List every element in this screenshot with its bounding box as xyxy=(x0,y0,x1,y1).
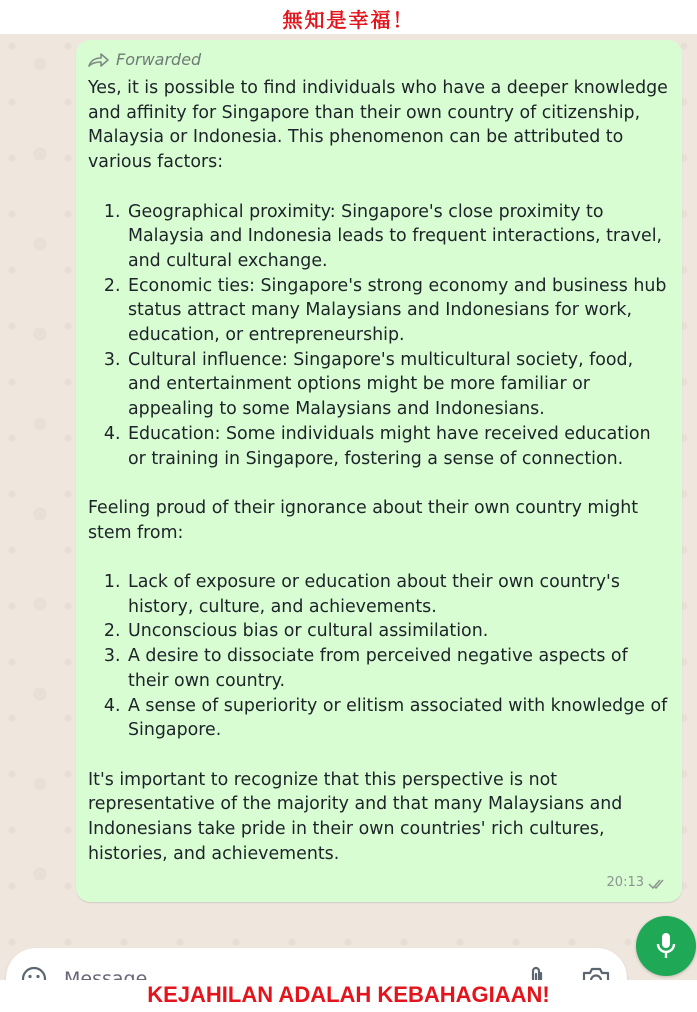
chat-area[interactable] xyxy=(0,34,697,980)
list-item: 2. Unconscious bias or cultural assimilation. xyxy=(126,619,668,644)
list-item: 1. Geographical proximity: Singapore's close proximity to Malaysia and Indonesia leads to frequent interactions, travel, and cultural exchange. xyxy=(126,200,668,274)
message-meta xyxy=(607,871,668,896)
list-item: 3. Cultural influence: Singapore's multicultural society, food, and entertainment options might be more familiar or appealing to some Malaysians and Indonesians. xyxy=(126,348,668,422)
message-bubble[interactable] xyxy=(76,40,682,902)
forward-arrow-icon xyxy=(88,52,110,68)
double-check-icon xyxy=(648,878,668,890)
mic-button[interactable] xyxy=(636,916,696,976)
pride-intro-paragraph: Feeling proud of their ignorance about their own country might stem from: xyxy=(88,497,639,543)
list-item: 3. A desire to dissociate from perceived negative aspects of their own country. xyxy=(126,644,668,693)
list-item: 4. A sense of superiority or elitism associated with knowledge of Singapore. xyxy=(126,694,668,743)
message-input[interactable] xyxy=(62,962,496,980)
forwarded-label: Forwarded xyxy=(116,50,202,69)
top-caption: 無知是幸福！ xyxy=(282,8,415,32)
emoji-icon[interactable] xyxy=(20,965,48,980)
pride-reasons-list xyxy=(88,570,668,743)
message-time: 20:13 xyxy=(606,875,644,891)
conclusion-paragraph: It's important to recognize that this perspective is not representative of the majority and that many Malaysians and Indonesians take pride in their own countries' rich cultures, histories, and achievements. xyxy=(88,769,623,864)
message-composer xyxy=(6,948,627,980)
attach-icon[interactable] xyxy=(525,964,549,980)
list-item: 4. Education: Some individuals might have received education or training in Singapore, fostering a sense of connection. xyxy=(126,422,668,471)
list-item: 1. Lack of exposure or education about their own country's history, culture, and achievements. xyxy=(126,570,668,619)
intro-paragraph: Yes, it is possible to find individuals who have a deeper knowledge and affinity for Singapore than their own country of citizenship, Malaysia or Indonesia. This phenomenon can be attributed to various factors: xyxy=(88,78,668,173)
list-item: 2. Economic ties: Singapore's strong economy and business hub status attract many Malaysians and Indonesians for work, education, or entrepreneurship. xyxy=(126,274,668,348)
forwarded-indicator xyxy=(88,50,668,70)
factors-list xyxy=(88,200,668,472)
bottom-caption: KEJAHILAN ADALAH KEBAHAGIAAN! xyxy=(147,982,550,1007)
camera-icon[interactable] xyxy=(581,966,611,980)
mic-icon xyxy=(655,932,677,960)
